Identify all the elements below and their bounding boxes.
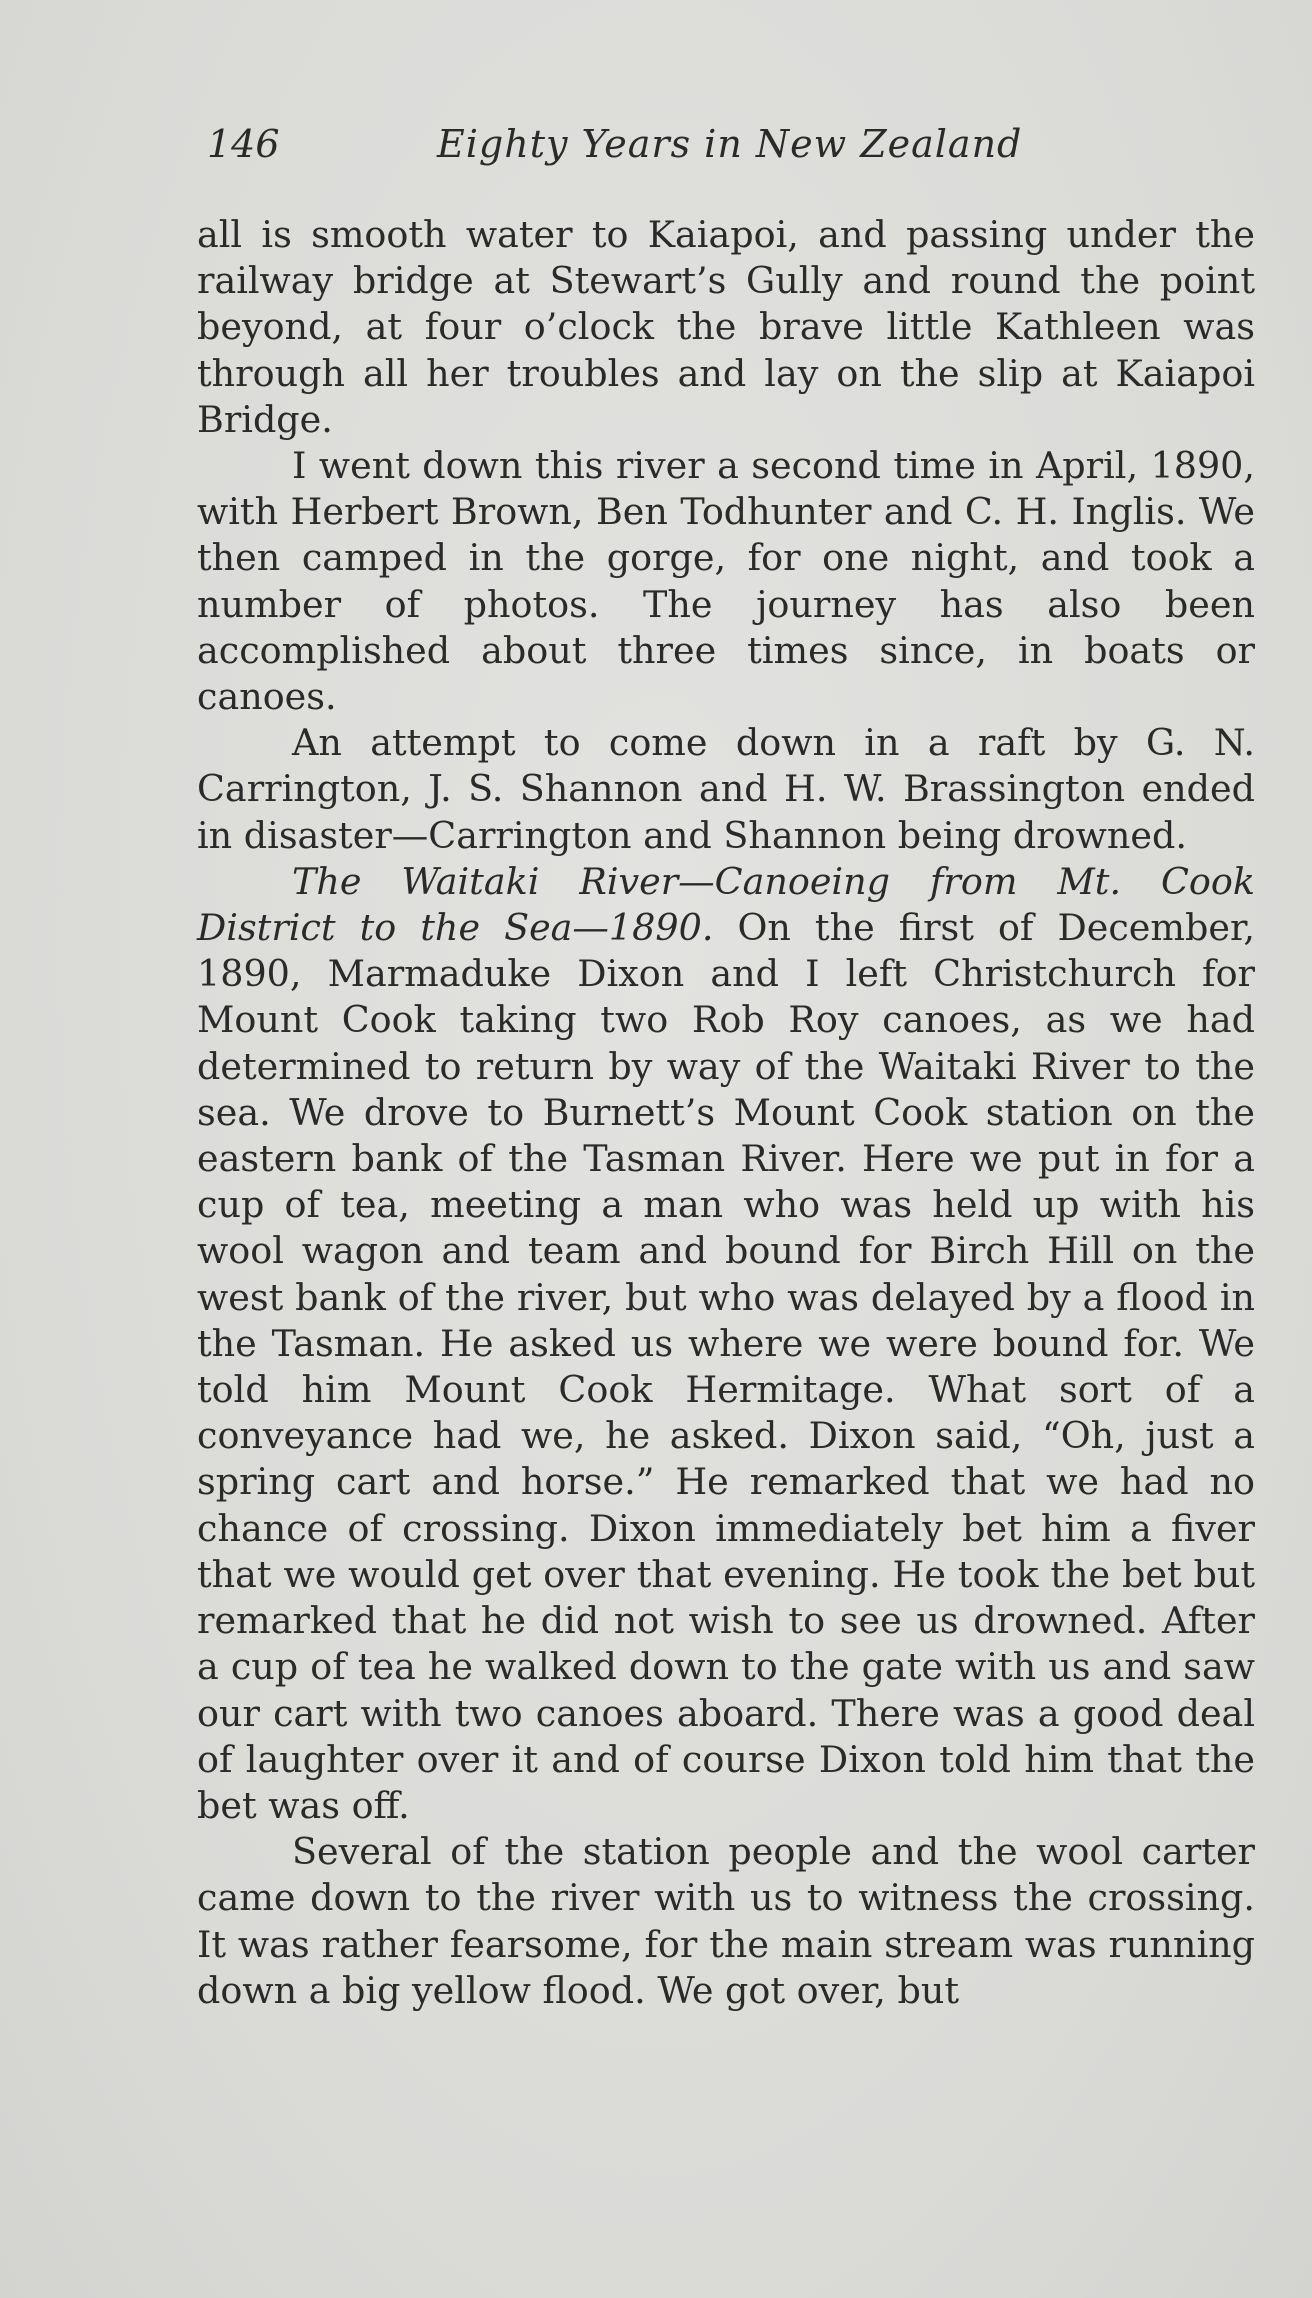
section-heading: The Waitaki River—Canoeing from Mt. Cook District to the Sea—1890. xyxy=(197,859,1255,950)
paragraph-text: On the first of December, 1890, Marmaduke Dixon and I left Christchurch for Mount Cook taking two Rob Roy canoes, as we had determined to return by way of the Waitaki River to the sea. We drove to Burnett’s Mount Cook station on the eastern bank of the Tasman River. Here we put in for a cup of tea, meeting a man who was held up with his wool wagon and team and bound for Birch Hill on the west bank of the river, but who was delayed by a flood in the Tasman. He asked us where we were bound for. We told him Mount Cook Hermitage. What sort of a conveyance had we, he asked. Dixon said, “Oh, just a spring cart and horse.” He remarked that we had no chance of crossing. Dixon immediately bet him a fiver that we would get over that evening. He took the bet but remarked that he did not wish to see us drowned. After a cup of tea he walked down to the gate with us and saw our cart with two canoes aboard. There was a good deal of laughter over it and of course Dixon told him that the bet was off. xyxy=(197,906,1255,1827)
paragraph: Several of the station people and the wool carter came down to the river with us to witness the crossing. It was rather fearsome, for the main stream was running down a big yellow flood. We got over, but xyxy=(197,1830,1255,2012)
paragraph: I went down this river a second time in April, 1890, with Herbert Brown, Ben Todhunter and C. H. Inglis. We then camped in the gorge, for one night, and took a number of photos. The journey has also been accomplished about three times since, in boats or canoes. xyxy=(197,444,1255,719)
page-number: 146 xyxy=(207,122,280,166)
page-header xyxy=(197,122,1032,182)
running-head: Eighty Years in New Zealand xyxy=(437,122,1023,166)
paragraph: all is smooth water to Kaiapoi, and passing under the railway bridge at Stewart’s Gully and round the point beyond, at four o’clock the brave little Kathleen was through all her troubles and lay on the slip at Kaiapoi Bridge. xyxy=(197,213,1255,441)
body-text xyxy=(197,212,1255,2014)
paragraph: An attempt to come down in a raft by G. N. Carrington, J. S. Shannon and H. W. Brassington ended in disaster—Carrington and Shannon being drowned. xyxy=(197,721,1255,857)
paragraph xyxy=(197,859,1255,1829)
